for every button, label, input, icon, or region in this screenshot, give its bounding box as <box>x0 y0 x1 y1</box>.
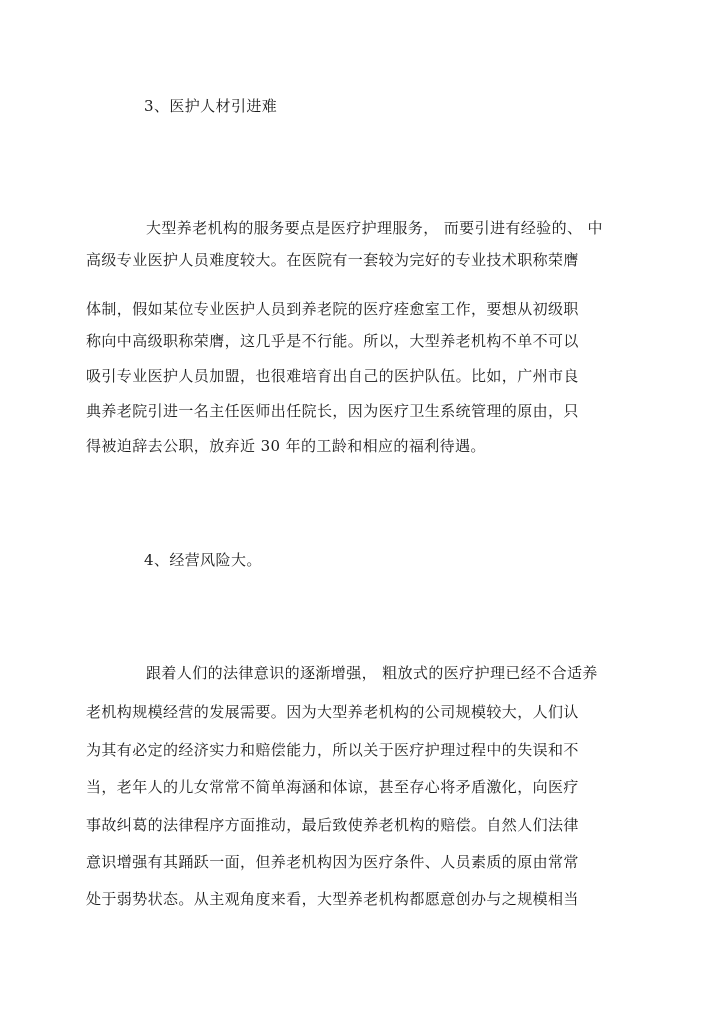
paragraph-line: 跟着人们的法律意识的逐渐增强， 粗放式的医疗护理已经不合适养 <box>146 664 598 682</box>
paragraph-line: 高级专业医护人员难度较大。在医院有一套较为完好的专业技术职称荣膺 <box>86 251 579 269</box>
paragraph-line: 意识增强有其踊跃一面，但养老机构因为医疗条件、人员素质的原由常常 <box>86 853 579 871</box>
paragraph-line: 为其有必定的经济实力和赔偿能力，所以关于医疗护理过程中的失误和不 <box>86 741 579 759</box>
paragraph-line: 大型养老机构的服务要点是医疗护理服务， 而要引进有经验的、 中 <box>146 219 603 237</box>
paragraph-line: 体制，假如某位专业医护人员到养老院的医疗痊愈室工作，要想从初级职 <box>86 300 579 318</box>
paragraph-line: 事故纠葛的法律程序方面推动，最后致使养老机构的赔偿。自然人们法律 <box>86 816 579 834</box>
paragraph-line: 当，老年人的儿女常常不简单海涵和体谅，甚至存心将矛盾激化，向医疗 <box>86 778 579 796</box>
section-4-heading: 4、经营风险大。 <box>144 551 262 569</box>
paragraph-line: 吸引专业医护人员加盟，也很难培育出自己的医护队伍。比如，广州市良 <box>86 367 579 385</box>
section-3-heading: 3、医护人材引进难 <box>144 97 278 115</box>
paragraph-line: 称向中高级职称荣膺，这几乎是不行能。所以，大型养老机构不单不可以 <box>86 332 579 350</box>
paragraph-line: 处于弱势状态。从主观角度来看，大型养老机构都愿意创办与之规模相当 <box>86 890 579 908</box>
paragraph-line: 典养老院引进一名主任医师出任院长，因为医疗卫生系统管理的原由，只 <box>86 402 579 420</box>
paragraph-line: 得被迫辞去公职，放弃近 30 年的工龄和相应的福利待遇。 <box>86 437 486 455</box>
paragraph-line: 老机构规模经营的发展需要。因为大型养老机构的公司规模较大，人们认 <box>86 703 579 721</box>
